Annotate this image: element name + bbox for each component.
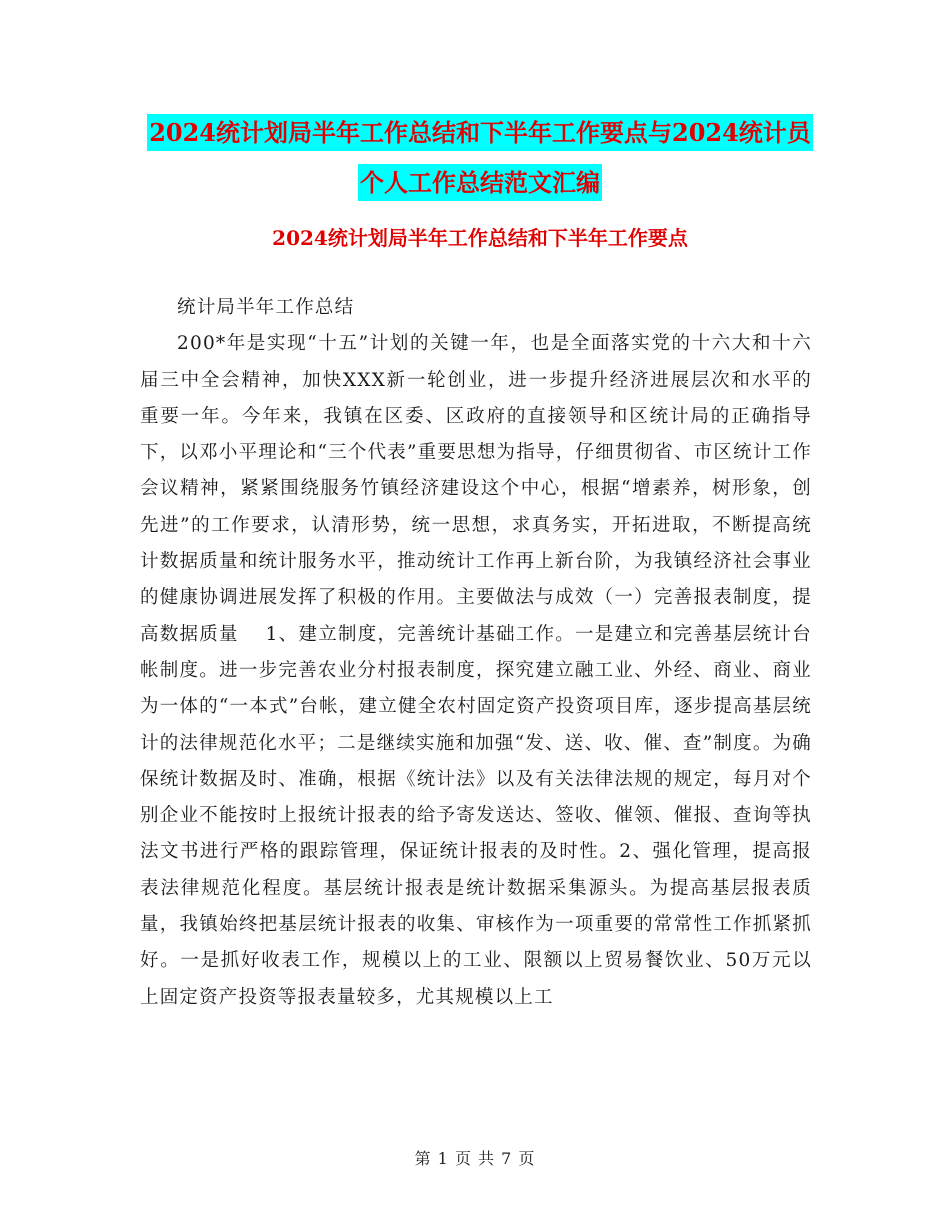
document-title [140, 108, 820, 208]
page-footer [0, 1146, 950, 1169]
subheading: 统计局半年工作总结 [177, 297, 355, 318]
document-title-text: 2024统计划局半年工作总结和下半年工作要点与2024统计员个人工作总结范文汇编 [147, 114, 813, 201]
body-paragraph: 200*年是实现“十五”计划的关键一年，也是全面落实党的十六大和十六届三中全会精神，加快XXX新一轮创业，进一步提升经济进展层次和水平的重要一年。今年来，我镇在区委、区政府的直接领导和区统计局的正确指导下，以邓小平理论和“三个代表”重要思想为指导，仔细贯彻省、市区统计工作会议精神，紧紧围绕服务竹镇经济建设这个中心，根据“增素养，树形象，创先进”的工作要求，认清形势，统一思想，求真务实，开拓进取，不断提高统计数据质量和统计服务水平，推动统计工作再上新台阶，为我镇经济社会事业的健康协调进展发挥了积极的作用。主要做法与成效（一）完善报表制度，提高数据质量 1、建立制度，完善统计基础工作。一是建立和完善基层统计台帐制度。进一步完善农业分村报表制度，探究建立融工业、外经、商业、商业为一体的“一本式”台帐，建立健全农村固定资产投资项目库，逐步提高基层统计的法律规范化水平；二是继续实施和加强“发、送、收、催、查”制度。为确保统计数据及时、准确，根据《统计法》以及有关法律法规的规定，每月对个别企业不能按时上报统计报表的给予寄发送达、签收、催领、催报、查询等执法文书进行严格的跟踪管理，保证统计报表的及时性。2、强化管理，提高报表法律规范化程度。基层统计报表是统计数据采集源头。为提高基层报表质量，我镇始终把基层统计报表的收集、审核作为一项重要的常常性工作抓紧抓好。一是抓好收表工作，规模以上的工业、限额以上贸易餐饮业、50万元以上固定资产投资等报表量较多，尤其规模以上工 [140, 333, 812, 1008]
section-heading: 2024统计划局半年工作总结和下半年工作要点 [272, 226, 688, 250]
page-number: 第 1 页 共 7 页 [414, 1149, 536, 1168]
document-body [140, 290, 812, 1016]
